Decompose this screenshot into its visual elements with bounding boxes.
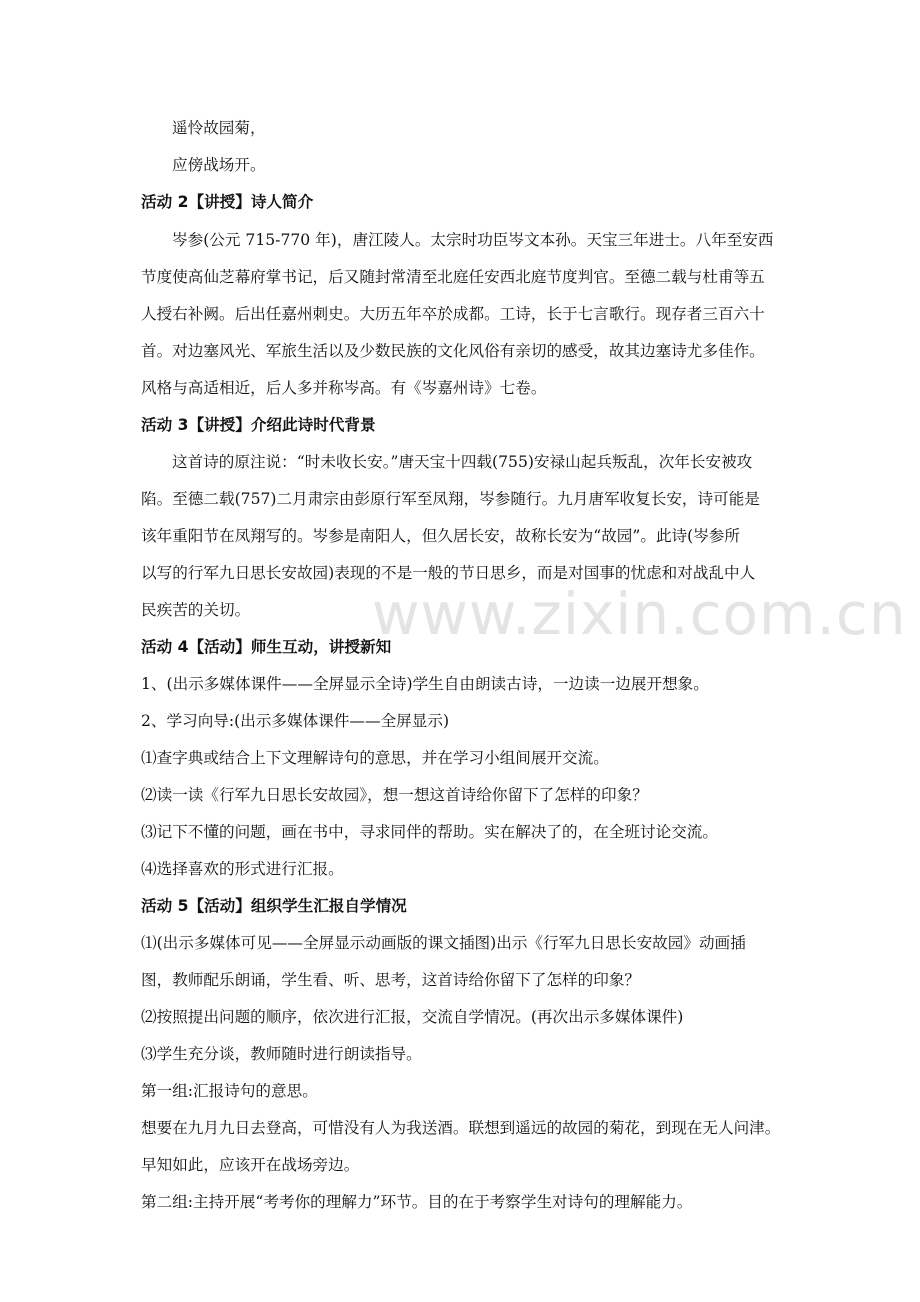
paragraph-line: 该年重阳节在凤翔写的。岑参是南阳人，但久居长安，故称长安为“故园”。此诗(岑参所 (141, 527, 740, 545)
watermark: www.zixin.com.cn (372, 580, 907, 648)
paragraph-line: 1、(出示多媒体课件——全屏显示全诗)学生自由朗读古诗，一边读一边展开想象。 (141, 675, 709, 693)
paragraph-line: 图，教师配乐朗诵，学生看、听、思考，这首诗给你留下了怎样的印象？ (141, 971, 641, 989)
section-heading: 活动 5【活动】组织学生汇报自学情况 (141, 897, 407, 915)
list-item: ⑷选择喜欢的形式进行汇报。 (141, 860, 344, 878)
list-item: ⑴查字典或结合上下文理解诗句的意思，并在学习小组间展开交流。 (141, 749, 609, 767)
list-item: ⑶记下不懂的问题，画在书中，寻求同伴的帮助。实在解决了的，在全班讨论交流。 (141, 823, 718, 841)
list-item: ⑴(出示多媒体可见——全屏显示动画版的课文插图)出示《行军九日思长安故园》动画插 (141, 934, 746, 952)
paragraph-line: 早知如此，应该开在战场旁边。 (141, 1156, 360, 1174)
paragraph-line: 以写的行军九日思长安故园)表现的不是一般的节日思乡，而是对国事的忧虑和对战乱中人 (141, 564, 756, 582)
poem-line: 遥怜故园菊， (172, 119, 266, 137)
paragraph-line: 风格与高适相近，后人多并称岑高。有《岑嘉州诗》七卷。 (141, 379, 547, 397)
paragraph-line: 第二组:主持开展“考考你的理解力”环节。目的在于考察学生对诗句的理解能力。 (141, 1193, 693, 1211)
section-heading: 活动 2【讲授】诗人简介 (141, 193, 314, 211)
paragraph-line: 节度使高仙芝幕府掌书记，后又随封常清至北庭任安西北庭节度判官。至德二载与杜甫等五 (141, 268, 765, 286)
paragraph-line: 想要在九月九日去登高，可惜没有人为我送酒。联想到遥远的故园的菊花，到现在无人问津。 (141, 1119, 781, 1137)
section-heading: 活动 4【活动】师生互动，讲授新知 (141, 638, 392, 656)
poem-line: 应傍战场开。 (172, 156, 266, 174)
paragraph-line: 这首诗的原注说：“时未收长安。”唐天宝十四载(755)安禄山起兵叛乱，次年长安被攻 (172, 453, 753, 471)
paragraph-line: 首。对边塞风光、军旅生活以及少数民族的文化风俗有亲切的感受，故其边塞诗尤多佳作。 (141, 342, 765, 360)
paragraph-line: 岑参(公元 715-770 年)，唐江陵人。太宗时功臣岑文本孙。天宝三年进士。八年至安西 (172, 231, 774, 249)
list-item: ⑵按照提出问题的顺序，依次进行汇报，交流自学情况。(再次出示多媒体课件) (141, 1008, 684, 1026)
list-item: ⑶学生充分谈，教师随时进行朗读指导。 (141, 1045, 422, 1063)
paragraph-line: 民疾苦的关切。 (141, 601, 251, 619)
paragraph-line: 第一组:汇报诗句的意思。 (141, 1082, 318, 1100)
paragraph-line: 人授右补阙。后出任嘉州刺史。大历五年卒於成都。工诗，长于七言歌行。现存者三百六十 (141, 305, 765, 323)
paragraph-line: 陷。至德二载(757)二月肃宗由彭原行军至凤翔，岑参随行。九月唐军收复长安，诗可能是 (141, 490, 760, 508)
list-item: ⑵读一读《行军九日思长安故园》，想一想这首诗给你留下了怎样的印象？ (141, 786, 648, 804)
section-heading: 活动 3【讲授】介绍此诗时代背景 (141, 416, 376, 434)
paragraph-line: 2、学习向导:(出示多媒体课件——全屏显示) (141, 712, 450, 730)
